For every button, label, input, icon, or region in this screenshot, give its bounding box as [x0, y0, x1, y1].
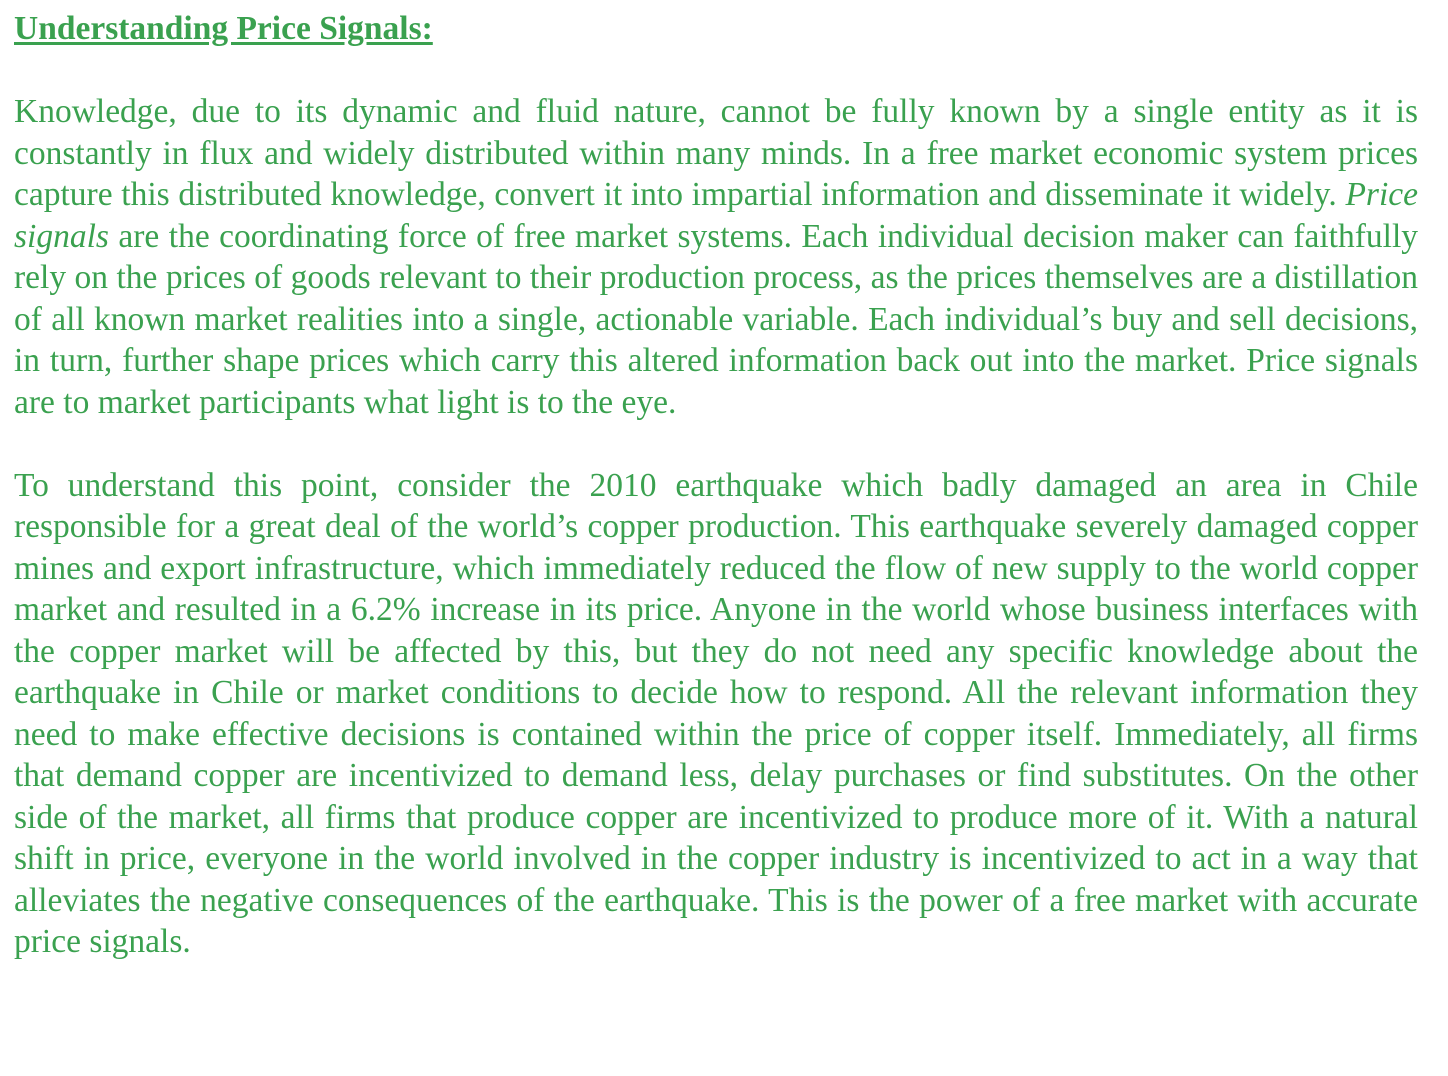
paragraph-1-emphasis: Price signals — [14, 176, 1418, 255]
paragraph-knowledge — [14, 91, 1418, 423]
paragraph-1-text-before: Knowledge, due to its dynamic and fluid nature, cannot be fully known by a single entity as it is constantly in flux and widely distributed within many minds. In a free market economic system prices capture this distributed knowledge, convert it into impartial information and disseminate it widely. — [14, 93, 1418, 213]
section-heading: Understanding Price Signals: — [14, 10, 433, 47]
paragraph-1-text-after: are the coordinating force of free market systems. Each individual decision maker can faithfully rely on the prices of goods relevant to their production process, as the prices themselves are a distillation of all known market realities into a single, actionable variable. Each individual’s buy and sell decisions, in turn, further shape prices which carry this altered information back out into the market. Price signals are to market participants what light is to the eye. — [14, 217, 1418, 421]
document-body — [14, 8, 1418, 963]
paragraph-copper-example: To understand this point, consider the 2010 earthquake which badly damaged an area in Chile responsible for a great deal of the world’s copper production. This earthquake severely damaged copper mines and export infrastructure, which immediately reduced the flow of new supply to the world copper market and resulted in a 6.2% increase in its price. Anyone in the world whose business interfaces with the copper market will be affected by this, but they do not need any specific knowledge about the earthquake in Chile or market conditions to decide how to respond. All the relevant information they need to make effective decisions is contained within the price of copper itself. Immediately, all firms that demand copper are incentivized to demand less, delay purchases or find substitutes. On the other side of the market, all firms that produce copper are incentivized to produce more of it. With a natural shift in price, everyone in the world involved in the copper industry is incentivized to act in a way that alleviates the negative consequences of the earthquake. This is the power of a free market with accurate price signals. — [14, 466, 1418, 960]
